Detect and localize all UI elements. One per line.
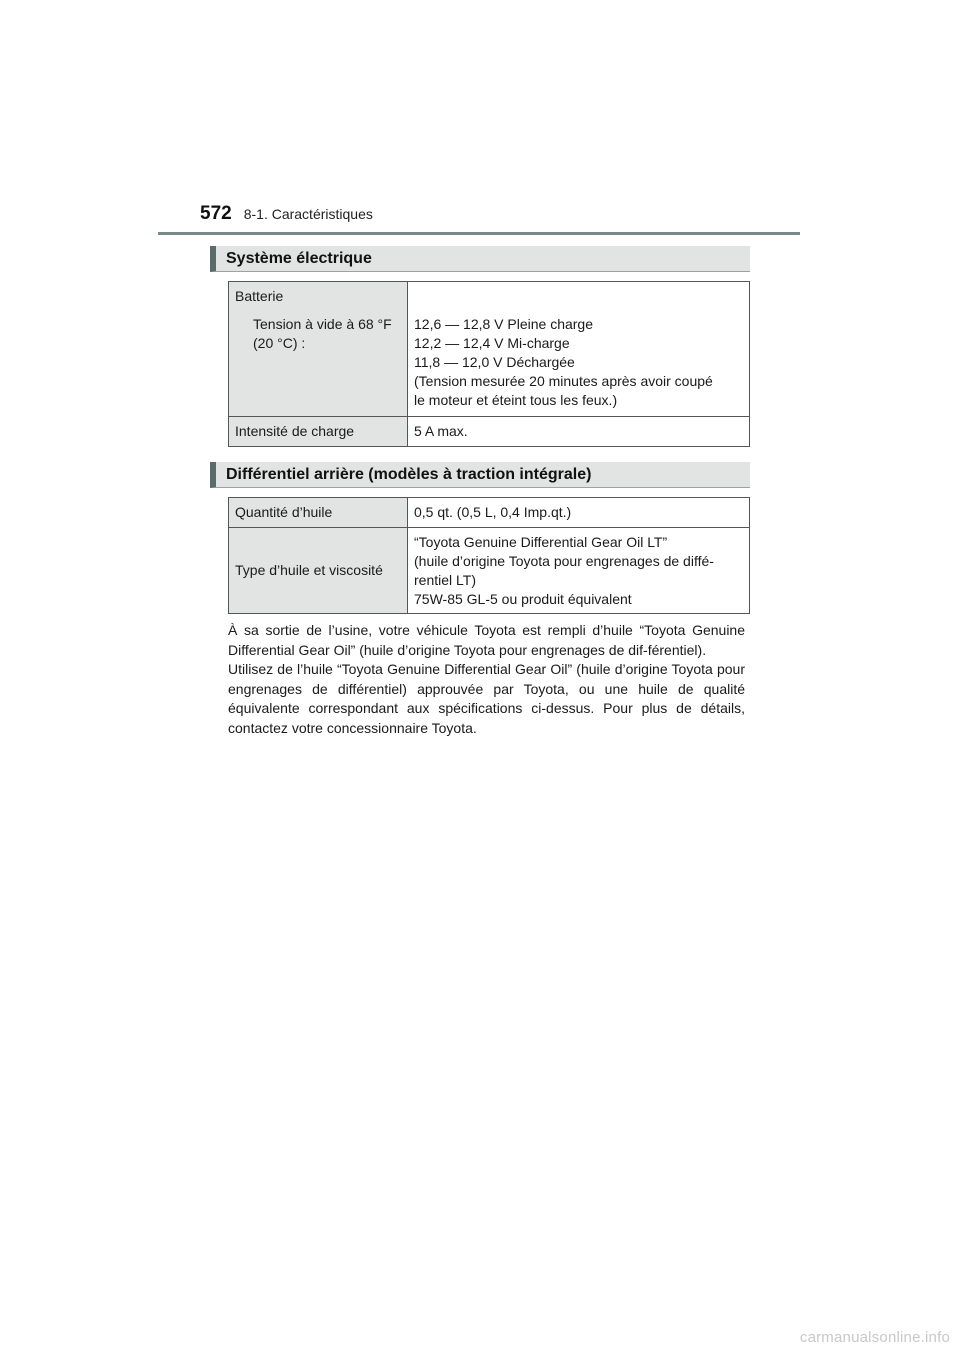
charge-row bbox=[229, 417, 750, 447]
differential-spec-table bbox=[228, 497, 750, 614]
oil-type-value: “Toyota Genuine Differential Gear Oil LT” bbox=[414, 534, 668, 550]
electrical-spec-table bbox=[228, 281, 750, 447]
page-header bbox=[200, 203, 373, 231]
voltage-value: 12,6 — 12,8 V Pleine charge bbox=[414, 316, 594, 332]
oil-type-value: (huile d’origine Toyota pour engrenages de diffé- bbox=[414, 553, 714, 569]
battery-label-cell bbox=[229, 282, 408, 417]
voltage-value: 12,2 — 12,4 V Mi-charge bbox=[414, 335, 570, 351]
voltage-label-line2: (20 °C) : bbox=[253, 335, 306, 351]
oil-type-row bbox=[229, 528, 750, 614]
watermark: carmanualsonline.info bbox=[799, 1329, 950, 1346]
oil-quantity-label: Quantité d’huile bbox=[235, 504, 333, 520]
body-text bbox=[228, 621, 745, 738]
page-number: 572 bbox=[200, 203, 232, 224]
body-paragraph: À sa sortie de l’usine, votre véhicule Toyota est rempli d’huile “Toyota Genuine Differential Gear Oil” (huile d’origine Toyota pour engrenages de dif-férentiel). bbox=[228, 622, 745, 658]
oil-quantity-value-cell bbox=[408, 498, 750, 528]
differential-section-heading bbox=[210, 462, 750, 488]
charge-label: Intensité de charge bbox=[235, 423, 355, 439]
oil-type-value: 75W-85 GL-5 ou produit équivalent bbox=[414, 591, 632, 607]
battery-row bbox=[229, 282, 750, 417]
differential-heading-text: Différentiel arrière (modèles à traction intégrale) bbox=[226, 465, 592, 483]
voltage-note: le moteur et éteint tous les feux.) bbox=[414, 392, 618, 408]
oil-quantity-label-cell bbox=[229, 498, 408, 528]
section-title: 8-1. Caractéristiques bbox=[243, 206, 373, 222]
oil-type-label-cell bbox=[229, 528, 408, 614]
charge-value-cell bbox=[408, 417, 750, 447]
oil-type-value: rentiel LT) bbox=[414, 572, 476, 588]
voltage-value: 11,8 — 12,0 V Déchargée bbox=[414, 354, 575, 370]
electrical-heading-text: Système électrique bbox=[226, 249, 372, 267]
electrical-section-heading bbox=[210, 246, 750, 272]
battery-label: Batterie bbox=[235, 288, 284, 304]
charge-value: 5 A max. bbox=[414, 423, 468, 439]
charge-label-cell bbox=[229, 417, 408, 447]
oil-quantity-row bbox=[229, 498, 750, 528]
header-divider bbox=[158, 232, 800, 235]
oil-quantity-value: 0,5 qt. (0,5 L, 0,4 Imp.qt.) bbox=[414, 504, 572, 520]
oil-type-label: Type d’huile et viscosité bbox=[235, 562, 383, 578]
voltage-note: (Tension mesurée 20 minutes après avoir coupé bbox=[414, 373, 713, 389]
body-paragraph: Utilisez de l’huile “Toyota Genuine Differential Gear Oil” (huile d’origine Toyota pour engrenages de différentiel) approuvée par Toyota, ou une huile de qualité équivalente correspondant aux spécifications ci-dessus. Pour plus de détails, contactez votre concessionnaire Toyota. bbox=[228, 661, 745, 736]
voltage-label-line1: Tension à vide à 68 °F bbox=[253, 316, 392, 332]
battery-value-cell bbox=[408, 282, 750, 417]
oil-type-value-cell bbox=[408, 528, 750, 614]
